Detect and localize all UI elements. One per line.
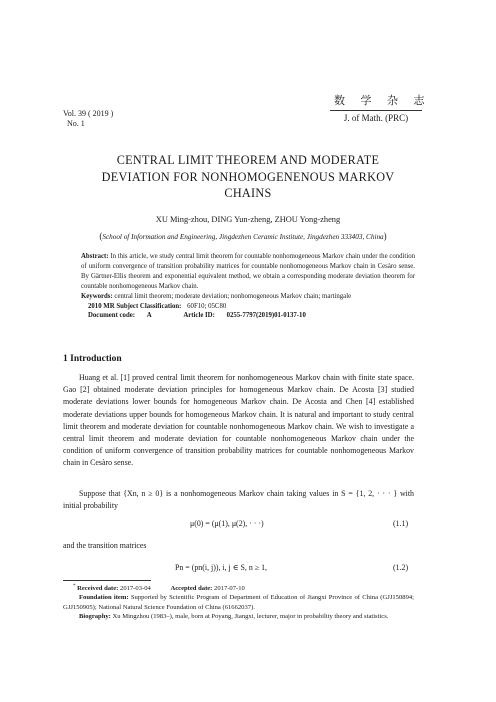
- affiliation-text: School of Information and Engineering, Jingdezhen Ceramic Institute, Jingdezhen 333403, China: [102, 233, 384, 241]
- equation-1-2: Pn = (pn(i, j)), i, j ∈ S, n ≥ 1,: [175, 563, 267, 572]
- article-id-value: 0255-7797(2019)01-0137-10: [226, 312, 306, 320]
- biography-text: Xu Mingzhou (1983–), male, born at Poyang, Jiangxi, lecturer, major in probability theory and statistics.: [112, 612, 389, 620]
- equation-1-1-number: (1.1): [393, 519, 409, 528]
- foundation-line: [63, 593, 414, 611]
- volume-label: Vol. 39 ( 2019 ): [63, 109, 114, 118]
- abstract-text: In this article, we study central limit theorem for countable nonhomogeneous Markov chain under the condition of uniform convergence of transition probability matrices for countable nonhomogeneous Markov chain in Cesàro sense. By Gärtner-Ellis theorem and exponential equivalent method, we obtain a corresponding moderate deviation theorem for countable nonhomogeneous Markov chain.: [81, 253, 416, 290]
- equation-1-1: μ(0) = (μ(1), μ(2), · · ·): [190, 519, 264, 528]
- keywords-label: Keywords:: [81, 292, 113, 300]
- received-label: Received date:: [77, 585, 119, 593]
- journal-name-block: [330, 94, 431, 124]
- accepted-date: 2017-07-10: [214, 585, 245, 593]
- accepted-label: Accepted date:: [170, 585, 213, 593]
- issue-label: No. 1: [67, 119, 85, 128]
- intro-paragraph-3: and the transition matrices: [63, 541, 147, 550]
- document-code-value: A: [146, 312, 152, 320]
- author-list: XU Ming-zhou, DING Yun-zheng, ZHOU Yong-zheng: [155, 215, 341, 224]
- msc-line: [81, 302, 415, 312]
- keywords-line: [81, 292, 415, 302]
- affiliation: (School of Information and Engineering, Jingdezhen Ceramic Institute, Jingdezhen 333403, China): [99, 231, 387, 241]
- biography-label: Biography:: [79, 612, 111, 620]
- intro-paragraph-1: Huang et al. [1] proved central limit theorem for nonhomogeneous Markov chain with finite state space. Gao [2] obtained moderate deviation principles for homogeneous Markov chain. De Acosta [3] studied moderate deviations lower bounds for homogeneous Markov chain. De Acosta and Chen [4] established moderate deviations upper bounds for homogeneous Markov chain. It is natural and important to study central limit theorem and moderate deviation for countable nonhomogeneous Markov chain. We wish to investigate a central limit theorem and moderate deviation for countable nonhomogeneous Markov chain under the condition of uniform convergence of transition probability matrices for countable nonhomogeneous Markov chain in Cesàro sense.: [63, 373, 414, 468]
- footnote-rule: [63, 580, 151, 581]
- journal-volume-info: [63, 109, 113, 129]
- footnote-block: [63, 582, 414, 621]
- journal-name-chinese: 数 学 杂 志: [334, 94, 431, 107]
- keywords-text: central limit theorem; moderate deviation; nonhomogeneous Markov chain; martingale: [114, 292, 352, 300]
- equation-1-2-number: (1.2): [393, 563, 409, 572]
- article-id-label: Article ID:: [183, 312, 215, 320]
- biography-line: [63, 612, 414, 621]
- journal-name-english: J. of Math. (PRC): [330, 110, 422, 124]
- doc-info-line: [81, 311, 415, 321]
- title-line-1: CENTRAL LIMIT THEOREM AND MODERATE: [116, 153, 380, 167]
- foundation-text: Supported by Scientific Program of Department of Education of Jiangxi Province of China (GJJ150894; GJJ150905); National Natural Science Foundation of China (61662037).: [63, 594, 415, 611]
- title-line-2: DEVIATION FOR NONHOMOGENENOUS MARKOV: [101, 169, 395, 184]
- foundation-label: Foundation item:: [79, 594, 129, 602]
- title-line-3: CHAINS: [224, 186, 272, 200]
- section-heading: 1 Introduction: [63, 354, 122, 364]
- abstract-paragraph: [81, 252, 415, 292]
- abstract-label: Abstract:: [81, 253, 109, 260]
- dates-line: * Received date: 2017-03-04 Accepted date: 2017-07-10: [73, 584, 245, 593]
- received-date: 2017-03-04: [120, 585, 151, 593]
- abstract-block: [81, 252, 415, 321]
- intro-paragraph-2: Suppose that {Xn, n ≥ 0} is a nonhomogeneous Markov chain taking values in S = {1, 2, · · · } with initial probability: [63, 489, 414, 511]
- paper-title: [40, 152, 456, 202]
- msc-label: 2010 MR Subject Classification:: [88, 302, 182, 310]
- msc-text: 60F10; 05C80: [187, 302, 227, 310]
- document-code-label: Document code:: [88, 312, 136, 320]
